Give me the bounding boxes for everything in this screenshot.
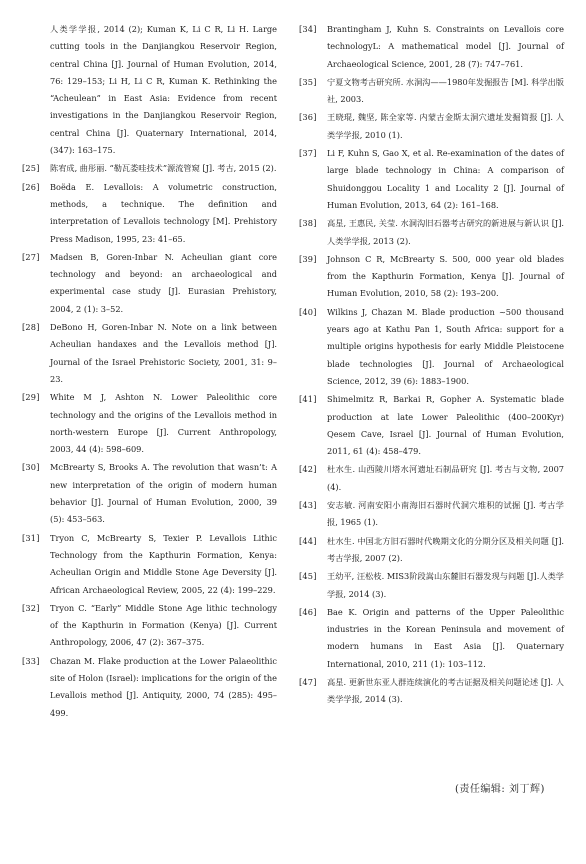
- reference-item: [299, 391, 564, 460]
- reference-number: [33]: [22, 655, 40, 666]
- reference-text: Li F, Kuhn S, Gao X, et al. Re-examination of the dates of large blade technology in China: A comparison of Shuidonggou Locality 1 and Locality 2 [J]. Journal of Human Evolution, 2013, 64 (2): 161–168.: [327, 148, 564, 210]
- reference-item: [299, 568, 564, 603]
- reference-text: 杜水生. 中国北方旧石器时代晚期文化的分期分区及相关问题 [J]. 考古学报, 2007 (2).: [327, 535, 564, 563]
- reference-item: [22, 319, 277, 388]
- reference-number: [27]: [22, 251, 40, 262]
- reference-item: [22, 459, 277, 528]
- reference-number: [36]: [299, 112, 317, 123]
- reference-text: 陈宥成, 曲彤丽. “勒瓦娄哇技术”源流管窥 [J]. 考古, 2015 (2).: [50, 163, 277, 174]
- reference-text: Shimelmitz R, Barkai R, Gopher A. Systematic blade production at late Lower Paleolithic (400–200Kyr) Qesem Cave, Israel [J]. Journal of Human Evolution, 2011, 61 (4): 458–479.: [327, 394, 564, 457]
- reference-text: White M J, Ashton N. Lower Paleolithic core technology and the origins of the Levallois method in north-western Europe [J]. Current Anthropology, 2003, 44 (4): 598–609.: [50, 392, 277, 455]
- reference-item: [22, 179, 277, 248]
- reference-number: [35]: [299, 76, 317, 87]
- reference-number: [41]: [299, 394, 317, 405]
- reference-item: [299, 497, 564, 532]
- reference-item: [22, 21, 277, 159]
- reference-text: McBrearty S, Brooks A. The revolution that wasn’t: A new interpretation of the origin of modern human behavior [J]. Journal of Human Evolution, 2000, 39 (5): 453–563.: [50, 462, 277, 525]
- reference-item: [299, 461, 564, 496]
- reference-text: Boëda E. Levallois: A volumetric construction, methods, a technique. The definition and interpretation of Levallois technology [M]. Prehistory Press Madison, 1995, 23: 41–65.: [50, 181, 277, 244]
- reference-number: [31]: [22, 532, 40, 543]
- reference-item: [299, 74, 564, 109]
- reference-text: DeBono H, Goren-Inbar N. Note on a link between Acheulian handaxes and the Levallois method [J]. Journal of the Israel Prehistoric Society, 2001, 31: 9–23.: [50, 322, 277, 384]
- reference-text: 高星. 更新世东亚人群连续演化的考古证据及相关问题论述 [J]. 人类学学报, 2014 (3).: [327, 676, 564, 705]
- reference-item: [22, 600, 277, 652]
- reference-text: 杜水生. 山西陵川塔水河遗址石制品研究 [J]. 考古与文物, 2007 (4).: [327, 464, 564, 492]
- reference-number: [45]: [299, 571, 317, 582]
- reference-number: [26]: [22, 181, 40, 192]
- reference-number: [46]: [299, 606, 317, 617]
- reference-text: 高星, 王惠民, 关莹. 水洞沟旧石器考古研究的新进展与新认识 [J]. 人类学学报, 2013 (2).: [327, 218, 564, 246]
- reference-item: [22, 249, 277, 318]
- reference-item: [299, 604, 564, 673]
- reference-item: [299, 533, 564, 568]
- reference-text: 王幼平, 汪松枝. MIS3阶段嵩山东麓旧石器发现与问题 [J].人类学学报, 2014 (3).: [327, 571, 564, 599]
- references-left-column: [22, 21, 277, 723]
- reference-number: [47]: [299, 676, 317, 687]
- reference-number: [38]: [299, 218, 317, 229]
- reference-number: [39]: [299, 253, 317, 264]
- reference-number: [42]: [299, 464, 317, 475]
- reference-item: [299, 21, 564, 73]
- reference-item: [22, 653, 277, 722]
- reference-number: [44]: [299, 535, 317, 546]
- reference-text: Madsen B, Goren-Inbar N. Acheulian giant core technology and beyond: an archaeological and experimental case study [J]. Eurasian Prehistory, 2004, 2 (1): 3–52.: [50, 251, 277, 314]
- reference-item: [22, 530, 277, 599]
- reference-number: [29]: [22, 392, 40, 403]
- reference-text: Wilkins J, Chazan M. Blade production ~500 thousand years ago at Kathu Pan 1, South Africa: support for a multiple origins hypothesis for early Middle Pleistocene blade technologies [J]. Journal of Archaeological Science, 2012, 39 (6): 1883–1900.: [327, 306, 564, 386]
- reference-number: [40]: [299, 306, 317, 317]
- reference-number: [34]: [299, 24, 317, 34]
- reference-item: [299, 674, 564, 709]
- reference-text: Brantingham J, Kuhn S. Constraints on Levallois core technologyL: A mathematical model [J]. Journal of Archaeological Science, 2001, 28 (7): 747–761.: [327, 24, 564, 69]
- reference-text: Bae K. Origin and patterns of the Upper Paleolithic industries in the Korean Peninsula and movement of modern humans in East Asia [J]. Quaternary International, 2010, 211 (1): 103–112.: [327, 606, 564, 669]
- reference-number: [28]: [22, 322, 40, 333]
- reference-text: Tryon C, McBrearty S, Texier P. Levallois Lithic Technology from the Kapthurin Formation, Kenya: Acheulian Origin and Middle Stone Age Deversity [J]. African Archaeological Review, 2005, 22 (4): 199–229.: [50, 532, 277, 595]
- reference-text: 安志敏. 河南安阳小南海旧石器时代洞穴堆积的试掘 [J]. 考古学报, 1965 (1).: [327, 500, 564, 528]
- reference-number: [32]: [22, 602, 40, 613]
- reference-number: [30]: [22, 462, 40, 473]
- editor-credit: (责任编辑: 刘丁辉): [455, 784, 545, 795]
- reference-item: [299, 215, 564, 250]
- reference-number: [37]: [299, 148, 317, 159]
- reference-item: [22, 389, 277, 458]
- reference-item: [22, 160, 277, 177]
- reference-text: 宁夏文物考古研究所. 水洞沟——1980年发掘报告 [M]. 科学出版社, 2003.: [327, 76, 564, 105]
- reference-text: Tryon C. “Early” Middle Stone Age lithic technology of the Kapthurin in Formation (Kenya) [J]. Current Anthropology, 2006, 47 (2): 367–375.: [50, 602, 277, 648]
- reference-item: [299, 304, 564, 390]
- reference-item: [299, 109, 564, 144]
- reference-text: Johnson C R, McBrearty S. 500, 000 year old blades from the Kapthurin Formation, Kenya [J]. Journal of Human Evolution, 2010, 58 (2): 193–200.: [327, 253, 564, 299]
- reference-number: [25]: [22, 163, 40, 174]
- reference-item: [299, 251, 564, 303]
- references-right-column: [299, 21, 564, 710]
- reference-text: Chazan M. Flake production at the Lower Palaeolithic site of Holon (Israel): implications for the origin of the Levallois method [J]. Antiquity, 2000, 74 (285): 495–499.: [50, 655, 277, 718]
- reference-number: [43]: [299, 500, 317, 511]
- reference-text: 王晓琨, 魏坚, 陈全家等. 内蒙古金斯太洞穴遗址发掘简报 [J]. 人类学学报, 2010 (1).: [327, 112, 564, 140]
- reference-text: 人类学学报, 2014 (2); Kuman K, Li C R, Li H. Large cutting tools in the Danjiangkou Reservoir Region, central China [J]. Journal of Human Evolution, 2014, 76: 129–153; Li H, Li C R, Kuman K. Rethinking the “Acheulean” in East Asia: Evidence from recent investigations in the Danjiangkou Reservoir Region, central China [J]. Quaternary International, 2014, (347): 163–175.: [50, 24, 277, 156]
- reference-item: [299, 145, 564, 214]
